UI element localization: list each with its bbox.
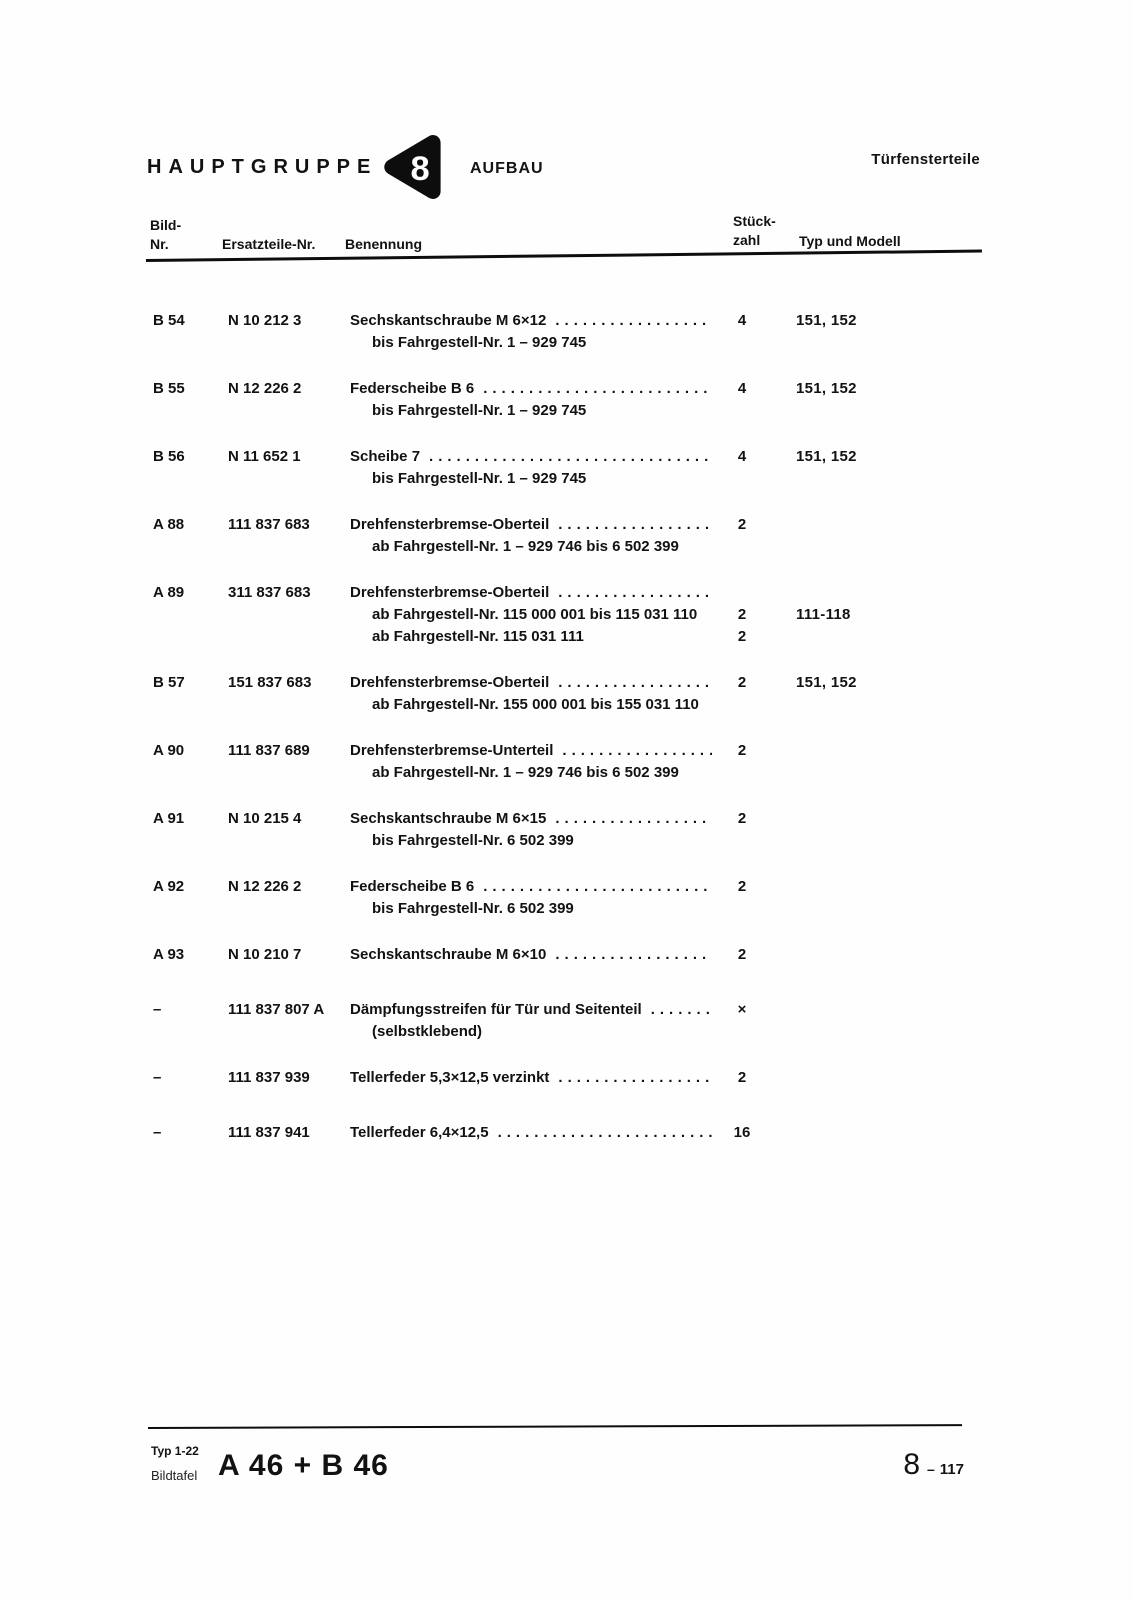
- row-line: [350, 1067, 965, 1089]
- part-name-text: Tellerfeder 5,3×12,5 verzinkt: [350, 1069, 550, 1086]
- table-row: [153, 808, 965, 852]
- column-header-stueck-line2: zahl: [733, 232, 761, 248]
- dot-leader: [555, 946, 712, 963]
- row-lines: [350, 378, 965, 422]
- row-lines: [350, 672, 965, 716]
- part-name: [372, 626, 712, 648]
- dot-leader: [429, 448, 712, 465]
- part-name: [350, 310, 712, 332]
- part-number: 111 837 941: [228, 1124, 310, 1141]
- row-line: [350, 876, 965, 898]
- row-lines: [350, 944, 965, 966]
- part-name: [350, 876, 712, 898]
- part-name: [372, 604, 712, 626]
- part-name-text: ab Fahrgestell-Nr. 115 000 001 bis 115 031 110: [372, 606, 698, 623]
- row-line: [350, 468, 965, 490]
- quantity: ×: [737, 1001, 747, 1018]
- part-name: [372, 400, 712, 422]
- part-name: [350, 582, 712, 604]
- part-name-text: ab Fahrgestell-Nr. 1 – 929 746 bis 6 502 399: [372, 764, 679, 781]
- bild-number: B 56: [153, 448, 185, 465]
- bild-number: A 89: [153, 584, 185, 601]
- subsection-title: Türfensterteile: [871, 151, 980, 168]
- row-line: [350, 898, 965, 920]
- bild-number: –: [153, 1124, 162, 1141]
- dot-leader: [558, 674, 712, 691]
- row-line: [350, 582, 965, 604]
- column-header-bild-line1: Bild-: [150, 217, 182, 233]
- row-line: [350, 672, 965, 694]
- table-row: [153, 1122, 965, 1144]
- part-name-text: Federscheibe B 6: [350, 878, 475, 895]
- part-number: 151 837 683: [228, 674, 312, 691]
- part-name-text: bis Fahrgestell-Nr. 1 – 929 745: [372, 402, 587, 419]
- section-title: AUFBAU: [470, 160, 544, 177]
- part-number: N 11 652 1: [228, 448, 301, 465]
- part-name: [350, 672, 712, 694]
- dot-leader: [558, 516, 712, 533]
- part-name: [350, 944, 712, 966]
- part-name: [350, 446, 712, 468]
- part-name: [350, 378, 712, 400]
- part-name: [350, 808, 712, 830]
- row-line: [350, 446, 965, 468]
- part-name: [350, 1122, 712, 1144]
- footer-typ-range: Typ 1-22: [151, 1444, 199, 1458]
- parts-table: [153, 310, 965, 1177]
- row-line: [350, 740, 965, 762]
- bild-number: A 90: [153, 742, 185, 759]
- part-name: [350, 999, 712, 1021]
- bild-number: –: [153, 1001, 162, 1018]
- part-name-text: Sechskantschraube M 6×12: [350, 312, 547, 329]
- part-name-text: ab Fahrgestell-Nr. 1 – 929 746 bis 6 502 399: [372, 538, 679, 555]
- dot-leader: [555, 312, 712, 329]
- part-name: [350, 1067, 712, 1089]
- part-name-text: ab Fahrgestell-Nr. 115 031 111: [372, 628, 584, 645]
- table-row: [153, 514, 965, 558]
- bild-number: A 92: [153, 878, 185, 895]
- row-line: [350, 310, 965, 332]
- part-name-text: ab Fahrgestell-Nr. 155 000 001 bis 155 031 110: [372, 696, 699, 713]
- page-number-group: 8: [903, 1448, 920, 1481]
- part-name-text: Sechskantschraube M 6×10: [350, 946, 547, 963]
- bild-number: –: [153, 1069, 162, 1086]
- dot-leader: [651, 1001, 712, 1018]
- part-number: N 12 226 2: [228, 878, 302, 895]
- part-name: [372, 694, 712, 716]
- quantity: 4: [737, 380, 747, 397]
- part-name: [372, 898, 712, 920]
- part-name-text: Dämpfungsstreifen für Tür und Seitenteil: [350, 1001, 642, 1018]
- part-name: [372, 536, 712, 558]
- row-line: [350, 999, 965, 1021]
- table-row: [153, 378, 965, 422]
- part-name-text: Drehfensterbremse-Oberteil: [350, 584, 550, 601]
- row-line: [350, 762, 965, 784]
- part-name: [350, 514, 712, 536]
- part-name: [372, 468, 712, 490]
- row-line: [350, 1021, 965, 1043]
- row-line: [350, 332, 965, 354]
- part-number: 111 837 807 A: [228, 1001, 325, 1018]
- part-name-text: bis Fahrgestell-Nr. 1 – 929 745: [372, 470, 587, 487]
- row-line: [350, 536, 965, 558]
- row-lines: [350, 310, 965, 354]
- row-lines: [350, 446, 965, 490]
- row-line: [350, 808, 965, 830]
- dot-leader: [498, 1124, 712, 1141]
- footer-bildtafel-label: Bildtafel: [151, 1468, 198, 1483]
- table-row: [153, 876, 965, 920]
- row-line: [350, 378, 965, 400]
- row-line: [350, 604, 965, 626]
- table-row: [153, 1067, 965, 1089]
- page-number-separator: –: [927, 1461, 935, 1477]
- part-name: [350, 740, 712, 762]
- part-name-text: bis Fahrgestell-Nr. 1 – 929 745: [372, 334, 587, 351]
- row-lines: [350, 999, 965, 1043]
- row-line: [350, 1122, 965, 1144]
- part-name-text: (selbstklebend): [372, 1023, 483, 1040]
- bild-number: A 88: [153, 516, 185, 533]
- dot-leader: [483, 878, 712, 895]
- part-number: N 10 212 3: [228, 312, 302, 329]
- part-number: 111 837 939: [228, 1069, 310, 1086]
- part-number: N 10 210 7: [228, 946, 302, 963]
- badge-number: 8: [410, 149, 430, 188]
- part-number: 111 837 683: [228, 516, 310, 533]
- part-name: [372, 1021, 712, 1043]
- part-name: [372, 830, 712, 852]
- table-row: [153, 582, 965, 648]
- part-name-text: Tellerfeder 6,4×12,5: [350, 1124, 489, 1141]
- bild-number: B 55: [153, 380, 185, 397]
- bild-number: A 91: [153, 810, 185, 827]
- row-line: [350, 514, 965, 536]
- dot-leader: [558, 584, 712, 601]
- bild-number: A 93: [153, 946, 185, 963]
- row-line: [350, 626, 965, 648]
- quantity: 2: [737, 878, 747, 895]
- row-lines: [350, 876, 965, 920]
- page-number: [903, 1448, 964, 1482]
- footer-plate-number: A 46 + B 46: [218, 1449, 389, 1482]
- quantity: 2: [737, 1069, 747, 1086]
- column-header-stueck-line1: Stück-: [733, 213, 776, 229]
- column-header-ersatzteile: Ersatzteile-Nr.: [222, 236, 316, 252]
- page-title: HAUPTGRUPPE: [147, 156, 378, 178]
- type-model: 151, 152: [796, 448, 857, 465]
- row-line: [350, 830, 965, 852]
- part-name-text: bis Fahrgestell-Nr. 6 502 399: [372, 832, 574, 849]
- table-row: [153, 672, 965, 716]
- row-lines: [350, 740, 965, 784]
- dot-leader: [555, 810, 712, 827]
- quantity: 2: [737, 516, 747, 533]
- type-model: 111-118: [796, 606, 851, 623]
- quantity: 2: [737, 628, 747, 645]
- column-header-stueckzahl: [733, 212, 776, 250]
- column-header-typ-modell: Typ und Modell: [799, 233, 901, 249]
- type-model: 151, 152: [796, 674, 857, 691]
- dot-leader: [483, 380, 712, 397]
- part-name-text: Sechskantschraube M 6×15: [350, 810, 547, 827]
- part-number: 111 837 689: [228, 742, 310, 759]
- column-header-bild-line2: Nr.: [150, 236, 169, 252]
- table-row: [153, 999, 965, 1043]
- part-name-text: Drehfensterbremse-Unterteil: [350, 742, 554, 759]
- quantity: 2: [737, 674, 747, 691]
- quantity: 2: [737, 946, 747, 963]
- part-number: N 12 226 2: [228, 380, 302, 397]
- column-header-benennung: Benennung: [345, 236, 422, 252]
- bild-number: B 57: [153, 674, 185, 691]
- row-lines: [350, 1067, 965, 1089]
- table-row: [153, 310, 965, 354]
- quantity: 2: [737, 810, 747, 827]
- quantity: 2: [737, 742, 747, 759]
- quantity: 2: [737, 606, 747, 623]
- group-8-badge-icon: [383, 130, 447, 204]
- type-model: 151, 152: [796, 380, 857, 397]
- part-name-text: Scheibe 7: [350, 448, 421, 465]
- footer-divider: [148, 1424, 962, 1429]
- part-name: [372, 762, 712, 784]
- row-lines: [350, 582, 965, 648]
- quantity: 16: [733, 1124, 751, 1141]
- dot-leader: [558, 1069, 712, 1086]
- row-lines: [350, 514, 965, 558]
- table-row: [153, 446, 965, 490]
- table-row: [153, 740, 965, 784]
- row-lines: [350, 1122, 965, 1144]
- table-row: [153, 944, 965, 966]
- column-header-bild-nr: [150, 216, 181, 254]
- row-line: [350, 694, 965, 716]
- part-name: [372, 332, 712, 354]
- part-number: 311 837 683: [228, 584, 311, 601]
- quantity: 4: [737, 312, 747, 329]
- row-line: [350, 400, 965, 422]
- row-line: [350, 944, 965, 966]
- quantity: 4: [737, 448, 747, 465]
- part-name-text: Drehfensterbremse-Oberteil: [350, 516, 550, 533]
- part-number: N 10 215 4: [228, 810, 302, 827]
- part-name-text: Federscheibe B 6: [350, 380, 475, 397]
- type-model: 151, 152: [796, 312, 857, 329]
- page-number-value: 117: [939, 1461, 964, 1478]
- part-name-text: bis Fahrgestell-Nr. 6 502 399: [372, 900, 574, 917]
- row-lines: [350, 808, 965, 852]
- part-name-text: Drehfensterbremse-Oberteil: [350, 674, 550, 691]
- dot-leader: [562, 742, 712, 759]
- bild-number: B 54: [153, 312, 185, 329]
